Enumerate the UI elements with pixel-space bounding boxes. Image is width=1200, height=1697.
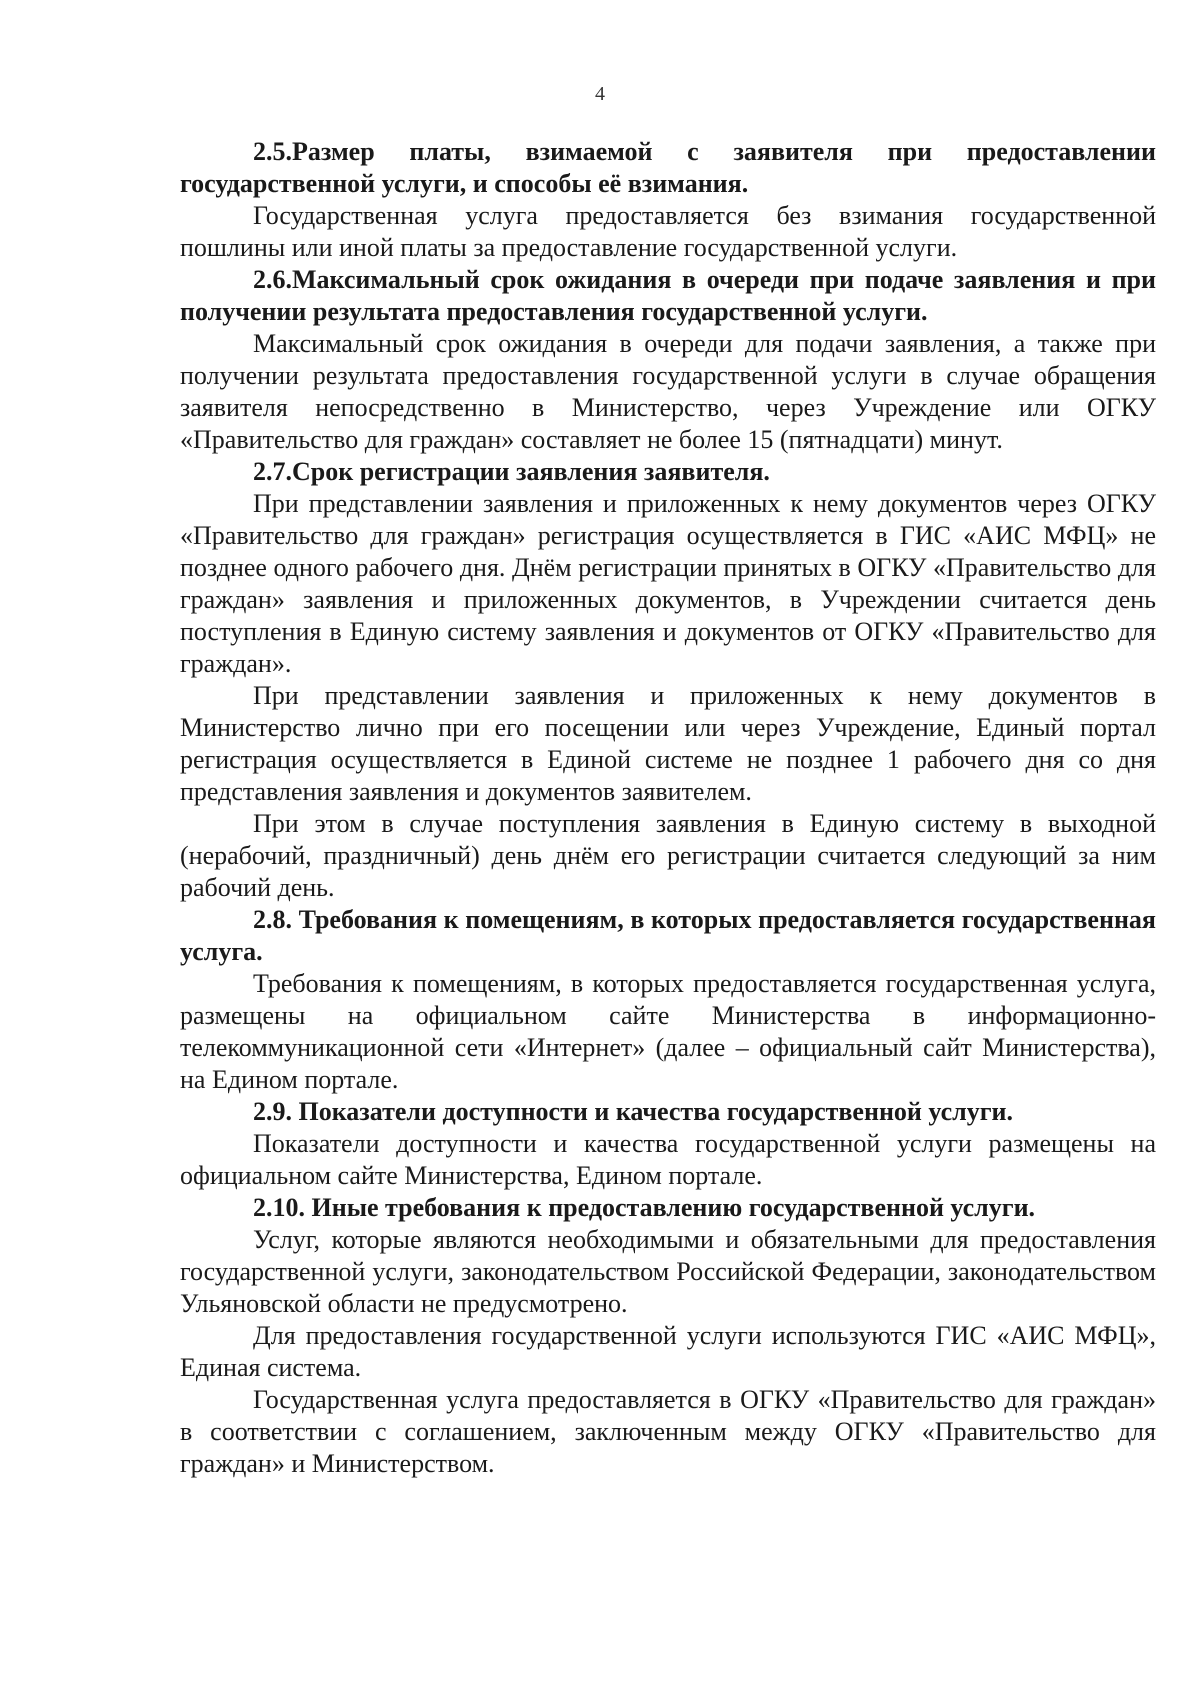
section-2-9-paragraph-1: Показатели доступности и качества государственной услуги размещены на официальном сайте Министерства, Едином портале.	[180, 1129, 1156, 1190]
document-body	[180, 136, 1156, 1480]
section-2-8-paragraph-1: Требования к помещениям, в которых предоставляется государственная услуга, размещены на официальном сайте Министерства в информационно-телекоммуникационной сети «Интернет» (далее – официальный сайт Министерства), на Едином портале.	[180, 969, 1156, 1094]
section-2-9-heading: 2.9. Показатели доступности и качества государственной услуги.	[253, 1097, 1014, 1126]
section-2-7-heading: 2.7.Срок регистрации заявления заявителя.	[253, 457, 770, 486]
section-2-10-paragraph-3: Государственная услуга предоставляется в ОГКУ «Правительство для граждан» в соответствии с соглашением, заключенным между ОГКУ «Правительство для граждан» и Министерством.	[180, 1385, 1156, 1478]
section-2-10-paragraph-1: Услуг, которые являются необходимыми и обязательными для предоставления государственной услуги, законодательством Российской Федерации, законодательством Ульяновской области не предусмотрено.	[180, 1225, 1156, 1318]
section-2-5-paragraph-1: Государственная услуга предоставляется без взимания государственной пошлины или иной платы за предоставление государственной услуги.	[180, 201, 1156, 262]
section-2-10-heading: 2.10. Иные требования к предоставлению государственной услуги.	[253, 1193, 1036, 1222]
section-2-7-paragraph-1: При представлении заявления и приложенных к нему документов через ОГКУ «Правительство для граждан» регистрация осуществляется в ГИС «АИС МФЦ» не позднее одного рабочего дня. Днём регистрации принятых в ОГКУ «Правительство для граждан» заявления и приложенных документов, в Учреждении считается день поступления в Единую систему заявления и документов от ОГКУ «Правительство для граждан».	[180, 489, 1156, 678]
section-2-7-paragraph-3: При этом в случае поступления заявления в Единую систему в выходной (нерабочий, праздничный) день днём его регистрации считается следующий за ним рабочий день.	[180, 809, 1156, 902]
section-2-5-heading: 2.5.Размер платы, взимаемой с заявителя при предоставлении государственной услуги, и способы её взимания.	[180, 137, 1156, 198]
section-2-6-heading: 2.6.Максимальный срок ожидания в очереди при подаче заявления и при получении результата предоставления государственной услуги.	[180, 265, 1156, 326]
section-2-10-paragraph-2: Для предоставления государственной услуги используются ГИС «АИС МФЦ», Единая система.	[180, 1321, 1156, 1382]
section-2-6-paragraph-1: Максимальный срок ожидания в очереди для подачи заявления, а также при получении результата предоставления государственной услуги в случае обращения заявителя непосредственно в Министерство, через Учреждение или ОГКУ «Правительство для граждан» составляет не более 15 (пятнадцати) минут.	[180, 329, 1156, 454]
page-number: 4	[595, 83, 605, 105]
section-2-7-paragraph-2: При представлении заявления и приложенных к нему документов в Министерство лично при его посещении или через Учреждение, Единый портал регистрация осуществляется в Единой системе не позднее 1 рабочего дня со дня представления заявления и документов заявителем.	[180, 681, 1156, 806]
section-2-8-heading: 2.8. Требования к помещениям, в которых предоставляется государственная услуга.	[180, 905, 1156, 966]
